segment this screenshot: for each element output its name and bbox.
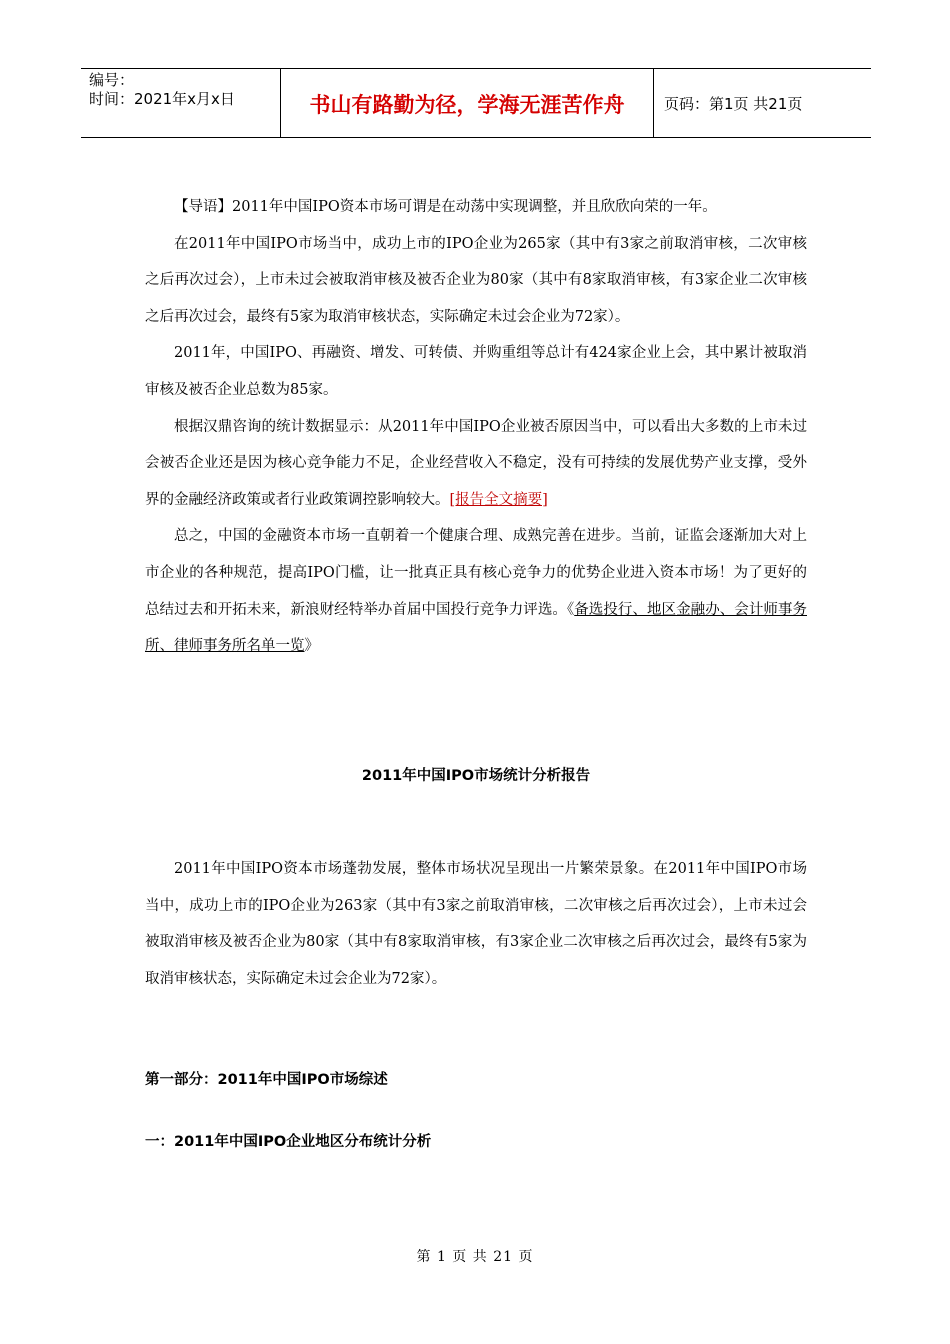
intro-paragraph: 2011年，中国IPO、再融资、增发、可转债、并购重组等总计有424家企业上会，其中累计被取消审核及被否企业总数为85家。: [145, 345, 807, 398]
intro-text: 根据汉鼎咨询的统计数据显示：从2011年中国IPO企业被否原因当中，可以看出大多数的上市未过会被否企业还是因为核心竞争能力不足，企业经营收入不稳定，没有可持续的发展优势产业支撑，受外界的金融经济政策或者行业政策调控影响较大。: [145, 418, 807, 508]
document-header: [81, 68, 871, 138]
header-meta: [81, 69, 281, 137]
report-paragraph: 2011年中国IPO资本市场蓬勃发展，整体市场状况呈现出一片繁荣景象。在2011年中国IPO市场当中，成功上市的IPO企业为263家（其中有3家之前取消审核，二次审核之后再次过会），上市未过会被取消审核及被否企业为80家（其中有8家取消审核，有3家企业二次审核之后再次过会，最终有5家为取消审核状态，实际确定未过会企业为72家）。: [145, 861, 807, 987]
report-summary-link[interactable]: [报告全文摘要]: [449, 491, 548, 508]
intro-section: [145, 189, 807, 665]
intro-text: 总之，中国的金融资本市场一直朝着一个健康合理、成熟完善在进步。当前，证监会逐渐加大对上市企业的各种规范，提高IPO门槛，让一批真正具有核心竞争力的优势企业进入资本市场！为了更好的总结过去和开拓未来，新浪财经特举办首届中国投行竞争力评选。《: [145, 528, 807, 618]
header-page-info: 页码：第1页 共21页: [664, 94, 803, 113]
report-title: 2011年中国IPO市场统计分析报告: [361, 768, 591, 784]
intro-paragraph: [145, 409, 807, 519]
intro-paragraph: 在2011年中国IPO市场当中，成功上市的IPO企业为265家（其中有3家之前取消审核，二次审核之后再次过会），上市未过会被取消审核及被否企业为80家（其中有8家取消审核，有3家企业二次审核之后再次过会，最终有5家为取消审核状态，实际确定未过会企业为72家）。: [145, 235, 807, 325]
part1-heading: 第一部分：2011年中国IPO市场综述: [145, 1072, 388, 1088]
time-label: 时间：2021年x月x日: [89, 90, 235, 108]
part1-subheading: 一：2011年中国IPO企业地区分布统计分析: [145, 1134, 432, 1150]
report-intro: [145, 851, 807, 997]
candidate-list-link[interactable]: 备选投行、地区金融办、会计师事务所、律师事务所名单一览: [145, 601, 807, 655]
header-motto: 书山有路勤为径，学海无涯苦作舟: [281, 69, 654, 137]
intro-text-end: 》: [304, 638, 319, 655]
intro-paragraph: 【导语】2011年中国IPO资本市场可谓是在动荡中实现调整，并且欣欣向荣的一年。: [174, 199, 717, 215]
number-label: 编号：: [89, 71, 135, 89]
page-footer: 第 1 页 共 21 页: [416, 1249, 534, 1265]
intro-paragraph: [145, 518, 807, 664]
